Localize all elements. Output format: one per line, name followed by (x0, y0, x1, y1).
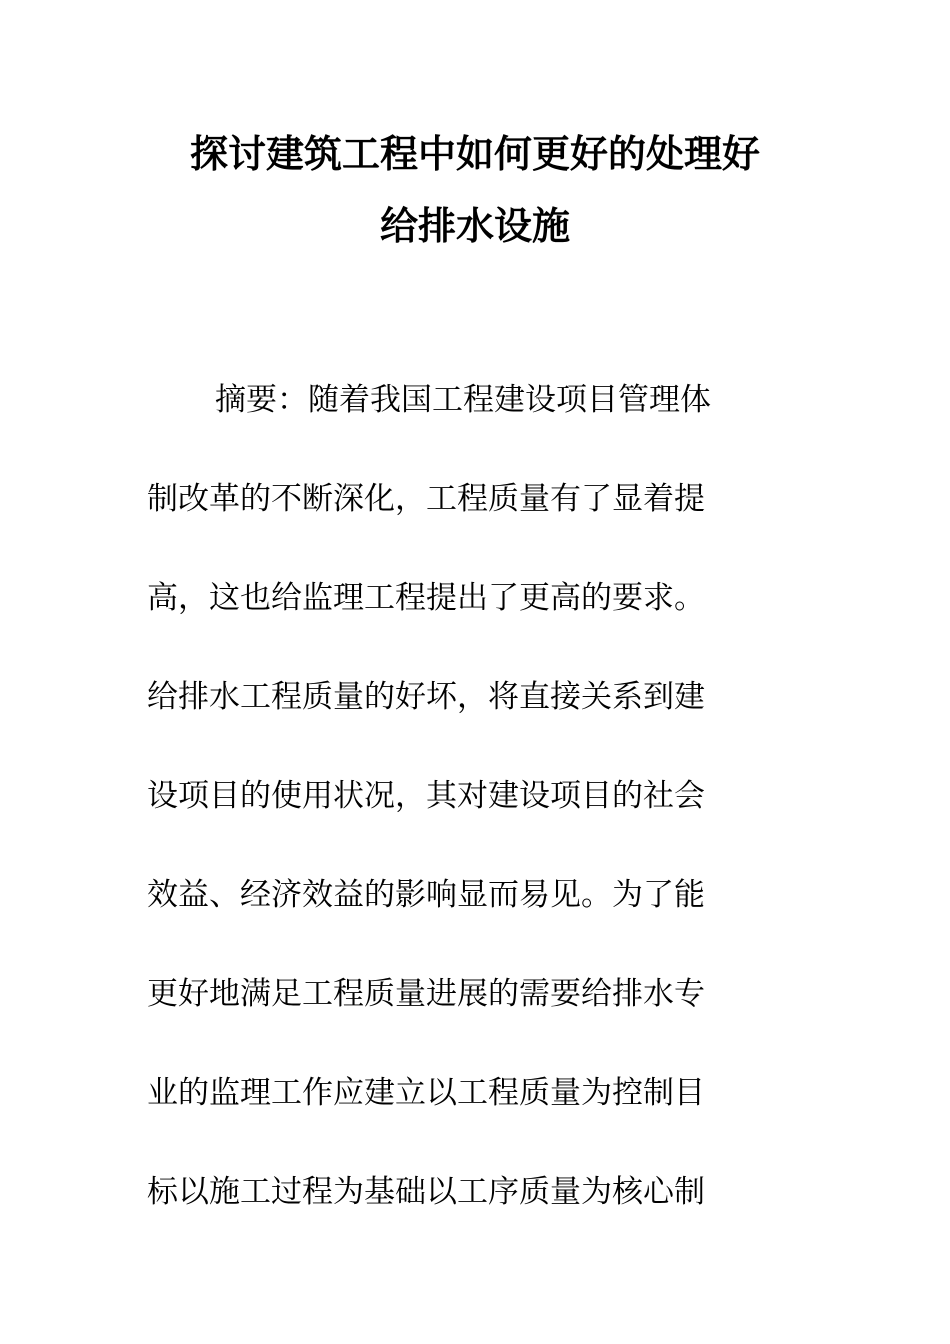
body-line-9: 标以施工过程为基础以工序质量为核心制 (147, 1174, 705, 1210)
body-line-8: 业的监理工作应建立以工程质量为控制目 (147, 1075, 705, 1111)
body-line-4: 给排水工程质量的好坏，将直接关系到建 (147, 679, 705, 715)
body-line-2: 制改革的不断深化，工程质量有了显着提 (147, 481, 705, 517)
body-line-6: 效益、经济效益的影响显而易见。为了能 (147, 877, 705, 913)
abstract-paragraph (147, 380, 787, 1271)
title-line-1: 探讨建筑工程中如何更好的处理好 (189, 132, 760, 176)
document-title (0, 125, 950, 248)
body-line-5: 设项目的使用状况，其对建设项目的社会 (147, 778, 705, 814)
title-line-2: 给排水设施 (379, 204, 570, 248)
body-line-7: 更好地满足工程质量进展的需要给排水专 (147, 976, 705, 1012)
body-line-3: 高，这也给监理工程提出了更高的要求。 (147, 580, 705, 616)
body-line-1: 摘要：随着我国工程建设项目管理体 (215, 382, 711, 418)
